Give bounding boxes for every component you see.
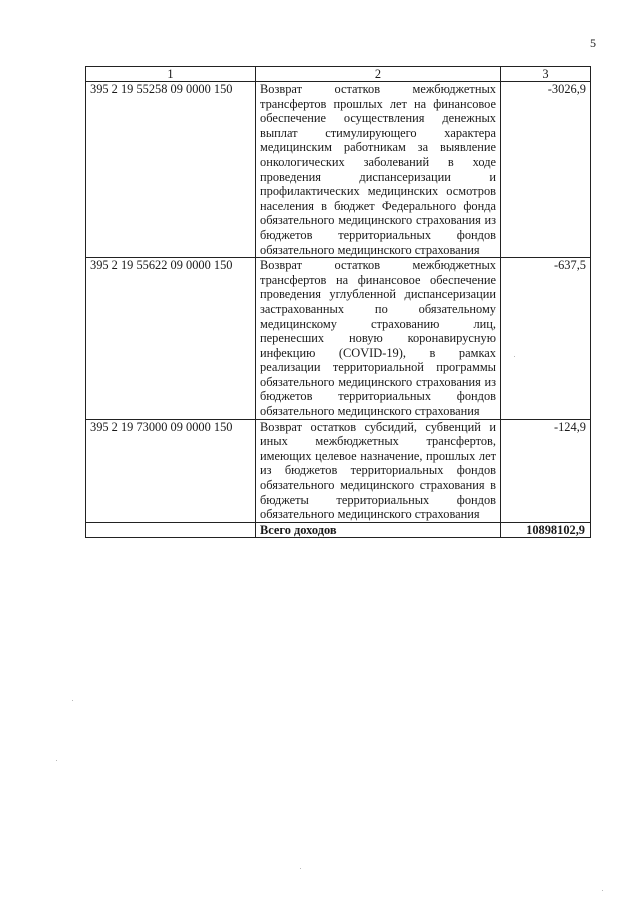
- total-code-cell: [86, 522, 256, 538]
- table-row: [86, 82, 591, 258]
- budget-code: 395 2 19 73000 09 0000 150: [86, 419, 256, 522]
- income-table: [85, 66, 591, 538]
- scan-speck: [72, 700, 73, 701]
- table-row: [86, 419, 591, 522]
- page-number: 5: [590, 36, 596, 50]
- income-amount: -124,9: [501, 419, 591, 522]
- table-header-row: [86, 67, 591, 82]
- scan-speck: [514, 356, 515, 357]
- budget-code: 395 2 19 55258 09 0000 150: [86, 82, 256, 258]
- total-label: Всего доходов: [256, 522, 501, 538]
- scan-speck: [602, 890, 603, 891]
- income-amount: -637,5: [501, 258, 591, 420]
- column-header-3: 3: [501, 67, 591, 82]
- scan-speck: [56, 760, 57, 761]
- income-amount: -3026,9: [501, 82, 591, 258]
- column-header-2: 2: [256, 67, 501, 82]
- table-row: [86, 258, 591, 420]
- total-amount: 10898102,9: [501, 522, 591, 538]
- total-row: [86, 522, 591, 538]
- income-description: Возврат остатков межбюджетных трансфертов на финансовое обеспечение проведения углубленной диспансеризации застрахованных по обязательному медицинскому страхованию лиц, перенесших новую коронавирусную инфекцию (COVID-19), в рамках реализации территориальной программы обязательного медицинского страхования из бюджетов территориальных фондов обязательного медицинского страхования: [256, 258, 501, 420]
- scan-speck: [300, 868, 301, 869]
- income-description: Возврат остатков субсидий, субвенций и иных межбюджетных трансфертов, имеющих целевое назначение, прошлых лет из бюджетов территориальных фондов обязательного медицинского страхования в бюджеты территориальных фондов обязательного медицинского страхования: [256, 419, 501, 522]
- budget-code: 395 2 19 55622 09 0000 150: [86, 258, 256, 420]
- column-header-1: 1: [86, 67, 256, 82]
- income-description: Возврат остатков межбюджетных трансфертов прошлых лет на финансовое обеспечение осуществления денежных выплат стимулирующего характера медицинским работникам за выявление онкологических заболеваний в ходе проведения диспансеризации и профилактических медицинских осмотров населения в бюджет Федерального фонда обязательного медицинского страхования из бюджетов территориальных фондов обязательного медицинского страхования: [256, 82, 501, 258]
